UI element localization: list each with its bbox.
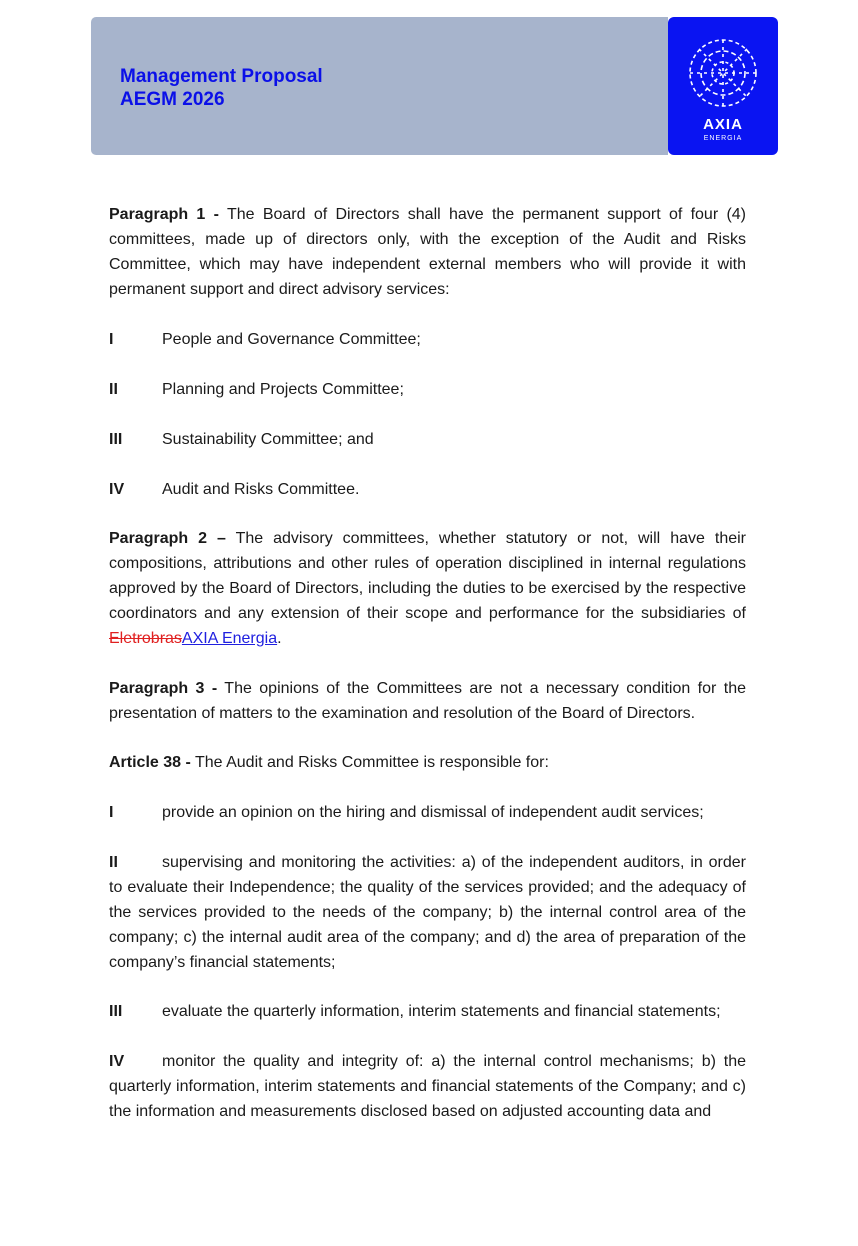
article-38 — [109, 750, 746, 775]
item-number: IV — [109, 481, 125, 498]
item-text: Planning and Projects Committee; — [162, 381, 404, 398]
inserted-text: AXIA Energia — [181, 630, 278, 647]
paragraph-text: The opinions of the Committees are not a necessary condition for the presentation of matters to the examination and resolution of the Board of Directors. — [109, 680, 747, 722]
paragraph-2 — [109, 526, 746, 651]
list-item — [109, 850, 746, 975]
item-number: III — [109, 431, 123, 448]
paragraph-label: Paragraph 1 - — [109, 206, 219, 223]
item-text: People and Governance Committee; — [162, 331, 421, 348]
list-item — [109, 427, 746, 452]
document-title — [120, 65, 323, 111]
header-panel — [91, 17, 668, 155]
axia-logo — [668, 17, 778, 155]
item-text: provide an opinion on the hiring and dismissal of independent audit services; — [162, 804, 704, 821]
article-label: Article 38 - — [109, 754, 191, 771]
item-number: II — [109, 854, 118, 871]
list-item — [109, 1049, 746, 1124]
paragraph-text: The advisory committees, whether statutory or not, will have their compositions, attributions and other rules of operation disciplined in internal regulations approved by the Board of Directors, including the duties to be exercised by the respective coordinators and any extension of their scope and performance for the subsidiaries of — [109, 530, 746, 622]
list-item — [109, 800, 746, 825]
item-number: I — [109, 331, 114, 348]
item-number: IV — [109, 1053, 125, 1070]
deleted-text: Eletrobras — [109, 630, 182, 647]
logo-subtext: ENERGIA — [703, 135, 743, 142]
paragraph-end: . — [277, 630, 282, 647]
title-line-2: AEGM 2026 — [120, 89, 225, 110]
item-text: Audit and Risks Committee. — [162, 481, 360, 498]
paragraph-text: The Board of Directors shall have the permanent support of four (4) committees, made up of directors only, with the exception of the Audit and Risks Committee, which may have independent external members who will provide it with permanent support and direct advisory services: — [109, 206, 747, 298]
item-text: monitor the quality and integrity of: a) the internal control mechanisms; b) the quarterly information, interim statements and financial statements of the Company; and c) the information and measurements disclosed based on adjusted accounting data and — [109, 1053, 746, 1120]
list-item — [109, 477, 746, 502]
item-number: I — [109, 804, 114, 821]
list-item — [109, 999, 746, 1024]
item-number: III — [109, 1003, 123, 1020]
list-item — [109, 327, 746, 352]
paragraph-label: Paragraph 3 - — [109, 680, 218, 697]
paragraph-3 — [109, 676, 746, 726]
article-text: The Audit and Risks Committee is responsible for: — [190, 754, 549, 771]
item-text: supervising and monitoring the activities: a) of the independent auditors, in order to evaluate their Independence; the quality of the services provided; and the adequacy of the services provided to the needs of the company; b) the internal control area of the company; c) the internal audit area of the company; and d) the area of preparation of the company’s financial statements; — [109, 854, 746, 971]
item-text: evaluate the quarterly information, interim statements and financial statements; — [162, 1003, 721, 1020]
logo-text: AXIA — [703, 116, 743, 133]
paragraph-label: Paragraph 2 – — [109, 530, 226, 547]
item-text: Sustainability Committee; and — [162, 431, 374, 448]
list-item — [109, 377, 746, 402]
globe-icon — [687, 37, 759, 109]
paragraph-1 — [109, 202, 746, 302]
item-number: II — [109, 381, 118, 398]
title-line-1: Management Proposal — [120, 66, 323, 87]
